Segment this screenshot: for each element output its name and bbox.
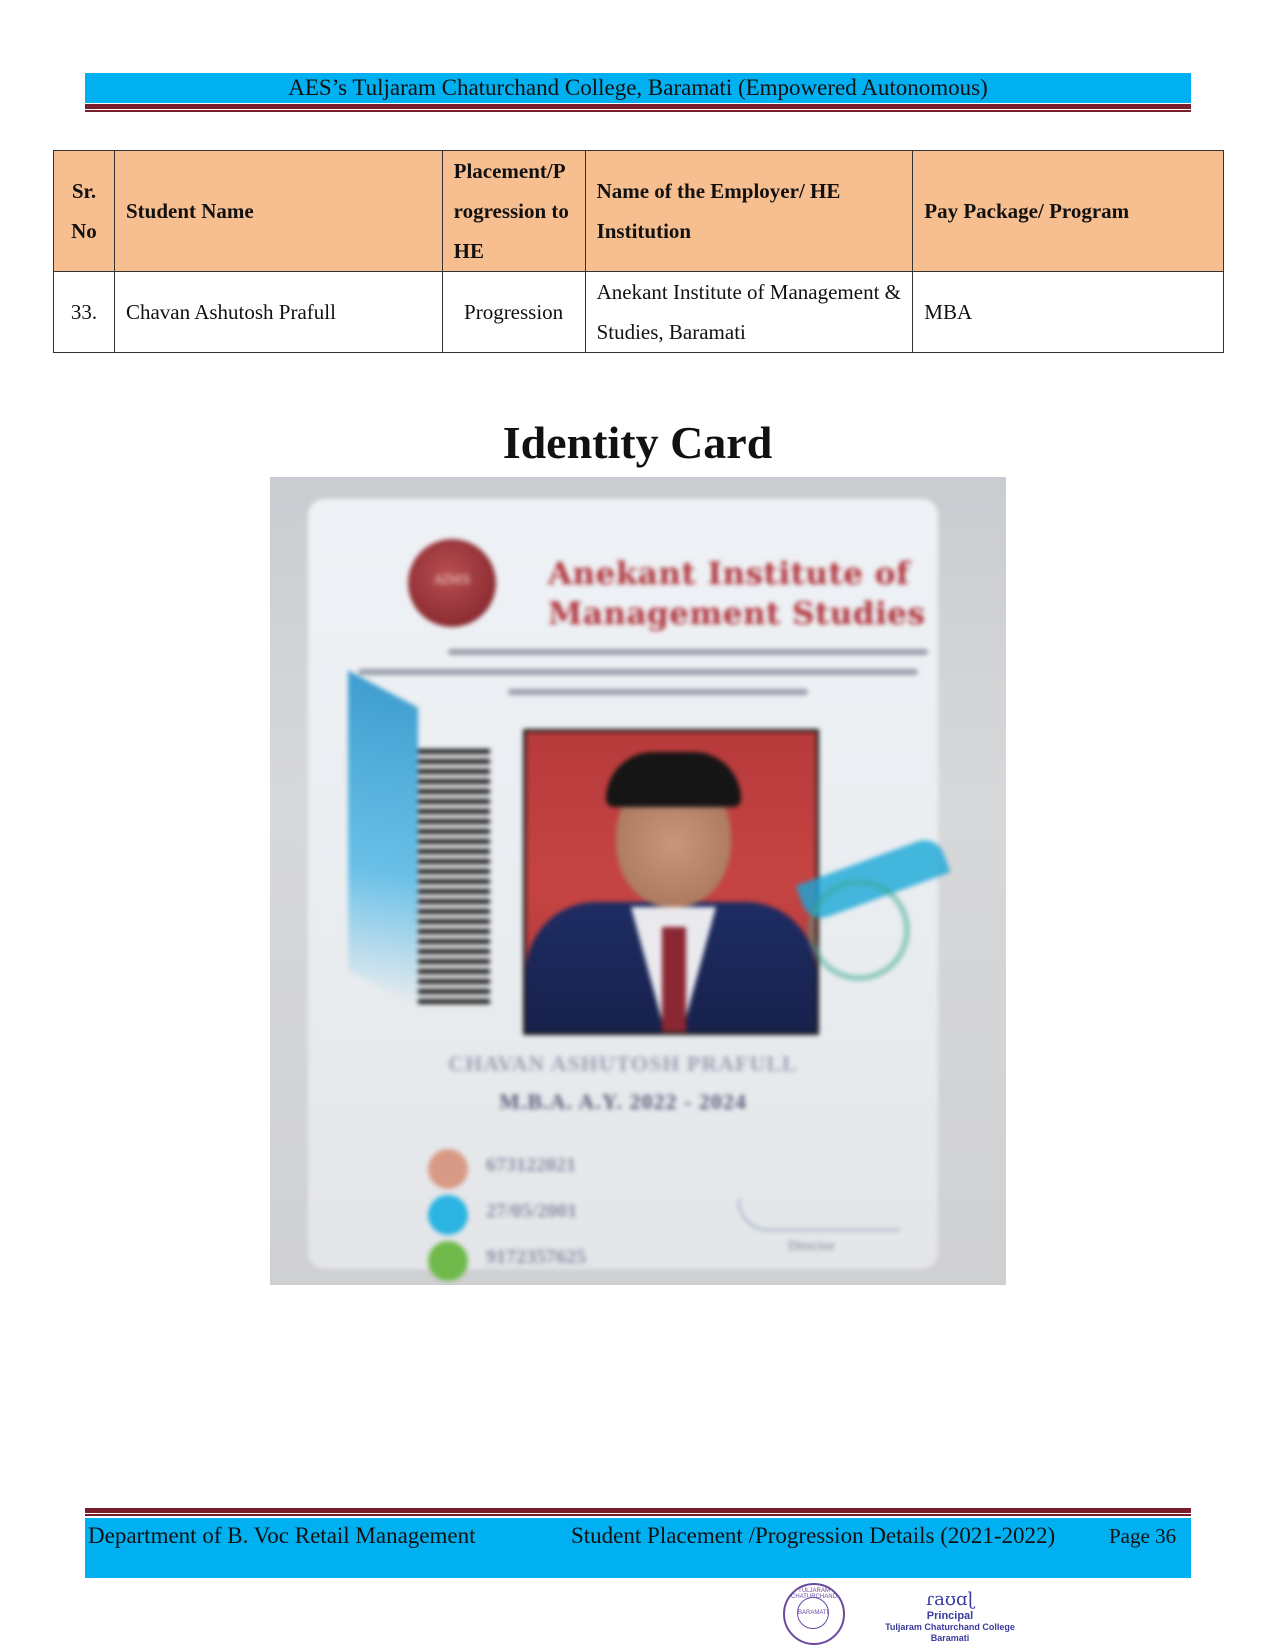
card-id-number: 673122021 xyxy=(486,1154,576,1176)
card-website-line xyxy=(508,689,808,695)
director-signature xyxy=(738,1199,900,1231)
header-sr-no: Sr. No xyxy=(54,151,115,272)
placement-table xyxy=(53,150,1224,353)
page-number: Page 36 xyxy=(1109,1524,1177,1548)
card-program: M.B.A. A.Y. 2022 - 2024 xyxy=(499,1089,747,1114)
header-rule-thin xyxy=(85,110,1191,112)
card-phone: 9172357625 xyxy=(486,1246,586,1268)
header-student-name: Student Name xyxy=(114,151,442,272)
footer-rule-thin xyxy=(85,1514,1191,1516)
footer-band xyxy=(85,1518,1191,1578)
cell-placement: Progression xyxy=(442,272,585,353)
card-student-name: CHAVAN ASHUTOSH PRAFULL xyxy=(448,1051,798,1076)
calendar-icon xyxy=(428,1195,468,1235)
id-number-icon xyxy=(428,1149,468,1189)
principal-college: Tuljaram Chaturchand College xyxy=(885,1622,1015,1632)
header-pay-package: Pay Package/ Program xyxy=(913,151,1224,272)
footer-details: Student Placement /Progression Details (2021-2022) xyxy=(571,1523,1056,1548)
card-seal xyxy=(808,879,910,981)
cell-pay-package: MBA xyxy=(913,272,1224,353)
card-dob: 27/05/2001 xyxy=(486,1200,578,1222)
principal-signoff xyxy=(880,1590,1020,1643)
barcode xyxy=(418,749,490,1009)
signature-caption: Director xyxy=(788,1239,835,1254)
table-header-row xyxy=(54,151,1224,272)
header-rule xyxy=(85,104,1191,109)
card-blue-stripe xyxy=(348,670,418,1007)
principal-signature: ɾaʊɑɭ xyxy=(925,1589,975,1610)
cell-student-name: Chavan Ashutosh Prafull xyxy=(114,272,442,353)
cell-employer: Anekant Institute of Management & Studies, Baramati xyxy=(585,272,913,353)
phone-icon xyxy=(428,1241,468,1281)
footer-department: Department of B. Voc Retail Management xyxy=(88,1523,476,1548)
institute-name: Anekant Institute of Management Studies xyxy=(548,556,926,632)
student-portrait xyxy=(523,729,819,1035)
footer-rule xyxy=(85,1508,1191,1513)
section-title: Identity Card xyxy=(502,417,773,468)
header-employer: Name of the Employer/ HE Institution xyxy=(585,151,913,272)
college-stamp: TULJARAM CHATURCHAND BARAMATI xyxy=(783,1583,845,1645)
id-card xyxy=(308,499,938,1269)
header-band xyxy=(85,73,1191,103)
cell-sr-no: 33. xyxy=(54,272,115,353)
header-placement: Placement/Progression to HE xyxy=(442,151,585,272)
id-card-photo xyxy=(270,477,1006,1285)
principal-city: Baramati xyxy=(930,1633,970,1643)
principal-title: Principal xyxy=(926,1610,974,1622)
table-row xyxy=(54,272,1224,353)
header-title: AES’s Tuljaram Chaturchand College, Baramati (Empowered Autonomous) xyxy=(288,75,988,100)
institute-logo: AIMS xyxy=(408,539,496,627)
card-address-line xyxy=(358,669,918,675)
card-address-line xyxy=(448,649,928,655)
